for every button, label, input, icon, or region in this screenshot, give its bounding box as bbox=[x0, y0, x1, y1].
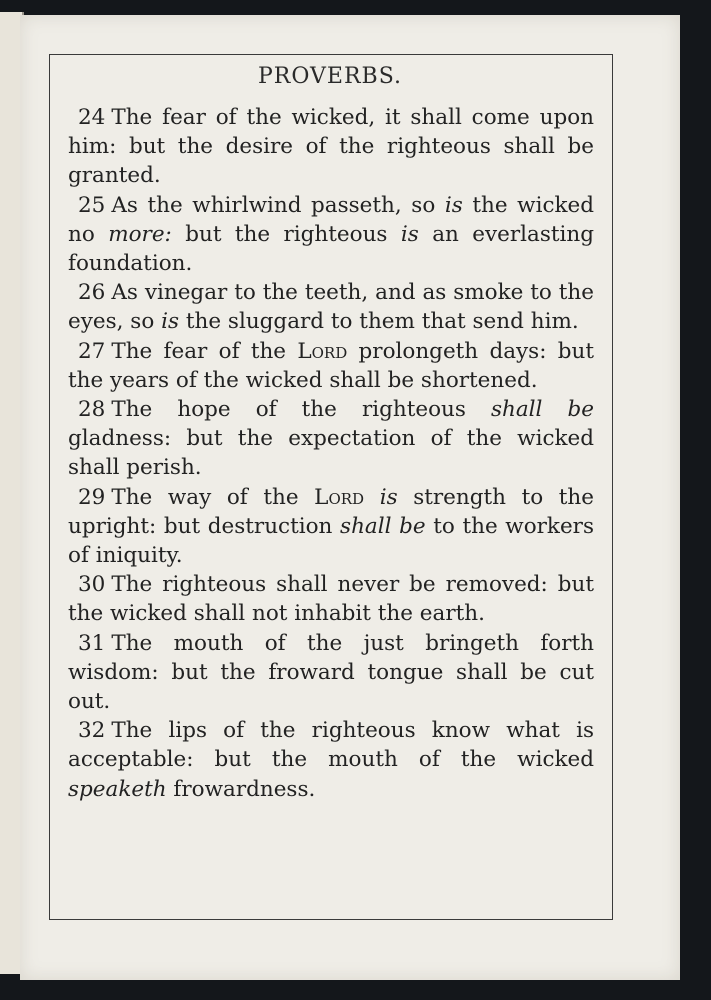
verse-text: the sluggard to them that send him. bbox=[179, 309, 579, 335]
italic-word: shall be bbox=[340, 513, 426, 539]
verse-text: As vinegar to the teeth, and as smoke to the eyes, so bbox=[68, 280, 594, 335]
verse-text: The fear of the bbox=[111, 338, 298, 364]
verse-29 bbox=[68, 483, 594, 571]
verse-text: to the workers of iniquity. bbox=[68, 513, 594, 569]
verse-number: 27 bbox=[78, 338, 106, 364]
italic-word: is bbox=[379, 484, 398, 510]
verse-31 bbox=[68, 629, 594, 717]
italic-word: more: bbox=[108, 221, 172, 247]
running-header: PROVERBS. bbox=[258, 64, 402, 89]
verse-26 bbox=[68, 278, 594, 336]
verse-text: prolongeth days: but the years of the wicked shall be shortened. bbox=[68, 338, 594, 393]
verse-text: The righteous shall never be removed: but the wicked shall not inhabit the earth. bbox=[68, 572, 594, 627]
verse-32 bbox=[68, 716, 594, 804]
italic-word: is bbox=[444, 192, 463, 218]
italic-word: shall be bbox=[490, 397, 594, 423]
verse-number: 24 bbox=[78, 105, 106, 130]
italic-word: is bbox=[161, 309, 180, 335]
verse-text: As the whirlwind passeth, so bbox=[111, 192, 445, 218]
verse-28 bbox=[68, 395, 594, 483]
verse-number: 32 bbox=[78, 718, 106, 744]
verse-text: The fear of the wicked, it shall come upon him: but the desire of the righteous shall be granted. bbox=[68, 105, 594, 189]
verse-text: gladness: but the expectation of the wicked shall perish. bbox=[68, 426, 594, 481]
verse-text: frowardness. bbox=[166, 776, 316, 802]
verse-text: but the righteous bbox=[171, 221, 401, 247]
verse-number: 25 bbox=[78, 192, 106, 218]
verse-number: 26 bbox=[78, 280, 106, 306]
verse-text bbox=[364, 485, 380, 510]
verse-number: 30 bbox=[78, 572, 106, 598]
verse-text: the wicked no bbox=[68, 192, 595, 247]
verse-text: strength to the upright: but destruction bbox=[68, 484, 594, 539]
verse-text: an everlasting foundation. bbox=[68, 221, 594, 277]
scripture-text bbox=[68, 103, 594, 804]
italic-word: is bbox=[400, 221, 419, 247]
small-caps-word: Lord bbox=[314, 484, 365, 510]
verse-text: The way of the bbox=[111, 484, 315, 510]
verse-number: 29 bbox=[78, 484, 106, 510]
verse-27 bbox=[68, 337, 594, 395]
book-page bbox=[20, 15, 680, 980]
small-caps-word: Lord bbox=[297, 338, 348, 364]
verse-number: 28 bbox=[78, 397, 106, 423]
verse-30 bbox=[68, 570, 594, 628]
verse-number: 31 bbox=[78, 630, 106, 656]
verse-24 bbox=[68, 103, 594, 191]
verse-25 bbox=[68, 191, 594, 279]
verse-text: The hope of the righteous bbox=[111, 397, 491, 423]
italic-word: speaketh bbox=[68, 776, 167, 802]
verse-text: The mouth of the just bringeth forth wisdom: but the froward tongue shall be cut out. bbox=[68, 630, 594, 715]
verse-text: The lips of the righteous know what is acceptable: but the mouth of the wicked bbox=[68, 718, 594, 773]
